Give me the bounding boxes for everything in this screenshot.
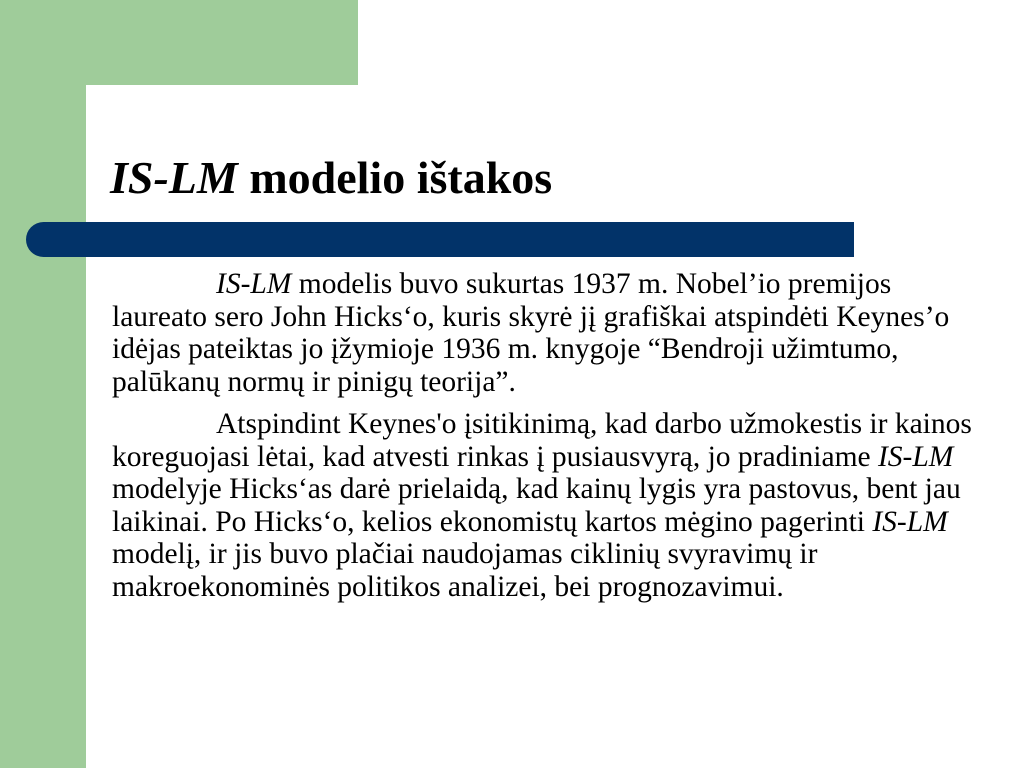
title-underline-bar (26, 222, 854, 257)
paragraph-2-run-4: modelį, ir jis buvo plačiai naudojamas ciklinių svyravimų ir makroekonominės politikos analizei, bei prognozavimui. (112, 538, 818, 603)
paragraph-1-run-0: IS-LM (216, 268, 292, 300)
title-rest: modelio ištakos (237, 152, 553, 203)
paragraph-2-run-3: IS-LM (872, 505, 948, 538)
paragraph-2-run-0: Atspindint Keynes'o įsitikinimą, kad darbo užmokestis ir kainos koreguojasi lėtai, kad atvesti rinkas į pusiausvyrą, jo pradiniame (112, 408, 972, 473)
paragraph-2-run-1: IS-LM (877, 440, 954, 473)
left-green-bar (0, 0, 86, 768)
slide-title (110, 150, 552, 205)
slide-body (112, 268, 992, 613)
top-green-block (86, 0, 358, 85)
paragraph-2-run-2: modelyje Hicks‘as darė prielaidą, kad kainų lygis yra pastovus, bent jau laikinai. Po Hicks‘o, kelios ekonomistų kartos mėgino pagerinti (112, 473, 961, 538)
paragraph-2 (112, 408, 992, 603)
paragraph-1 (112, 268, 992, 398)
title-italic-part: IS-LM (110, 152, 238, 203)
paragraph-1-run-1: modelis buvo sukurtas 1937 m. Nobel’io premijos laureato sero John Hicks‘o, kuris skyrė jį grafiškai atspindėti Keynes’o idėjas pateiktas jo įžymioje 1936 m. knygoje “Bendroji užimtumo, palūkanų normų ir pinigų teorija”. (112, 268, 950, 398)
